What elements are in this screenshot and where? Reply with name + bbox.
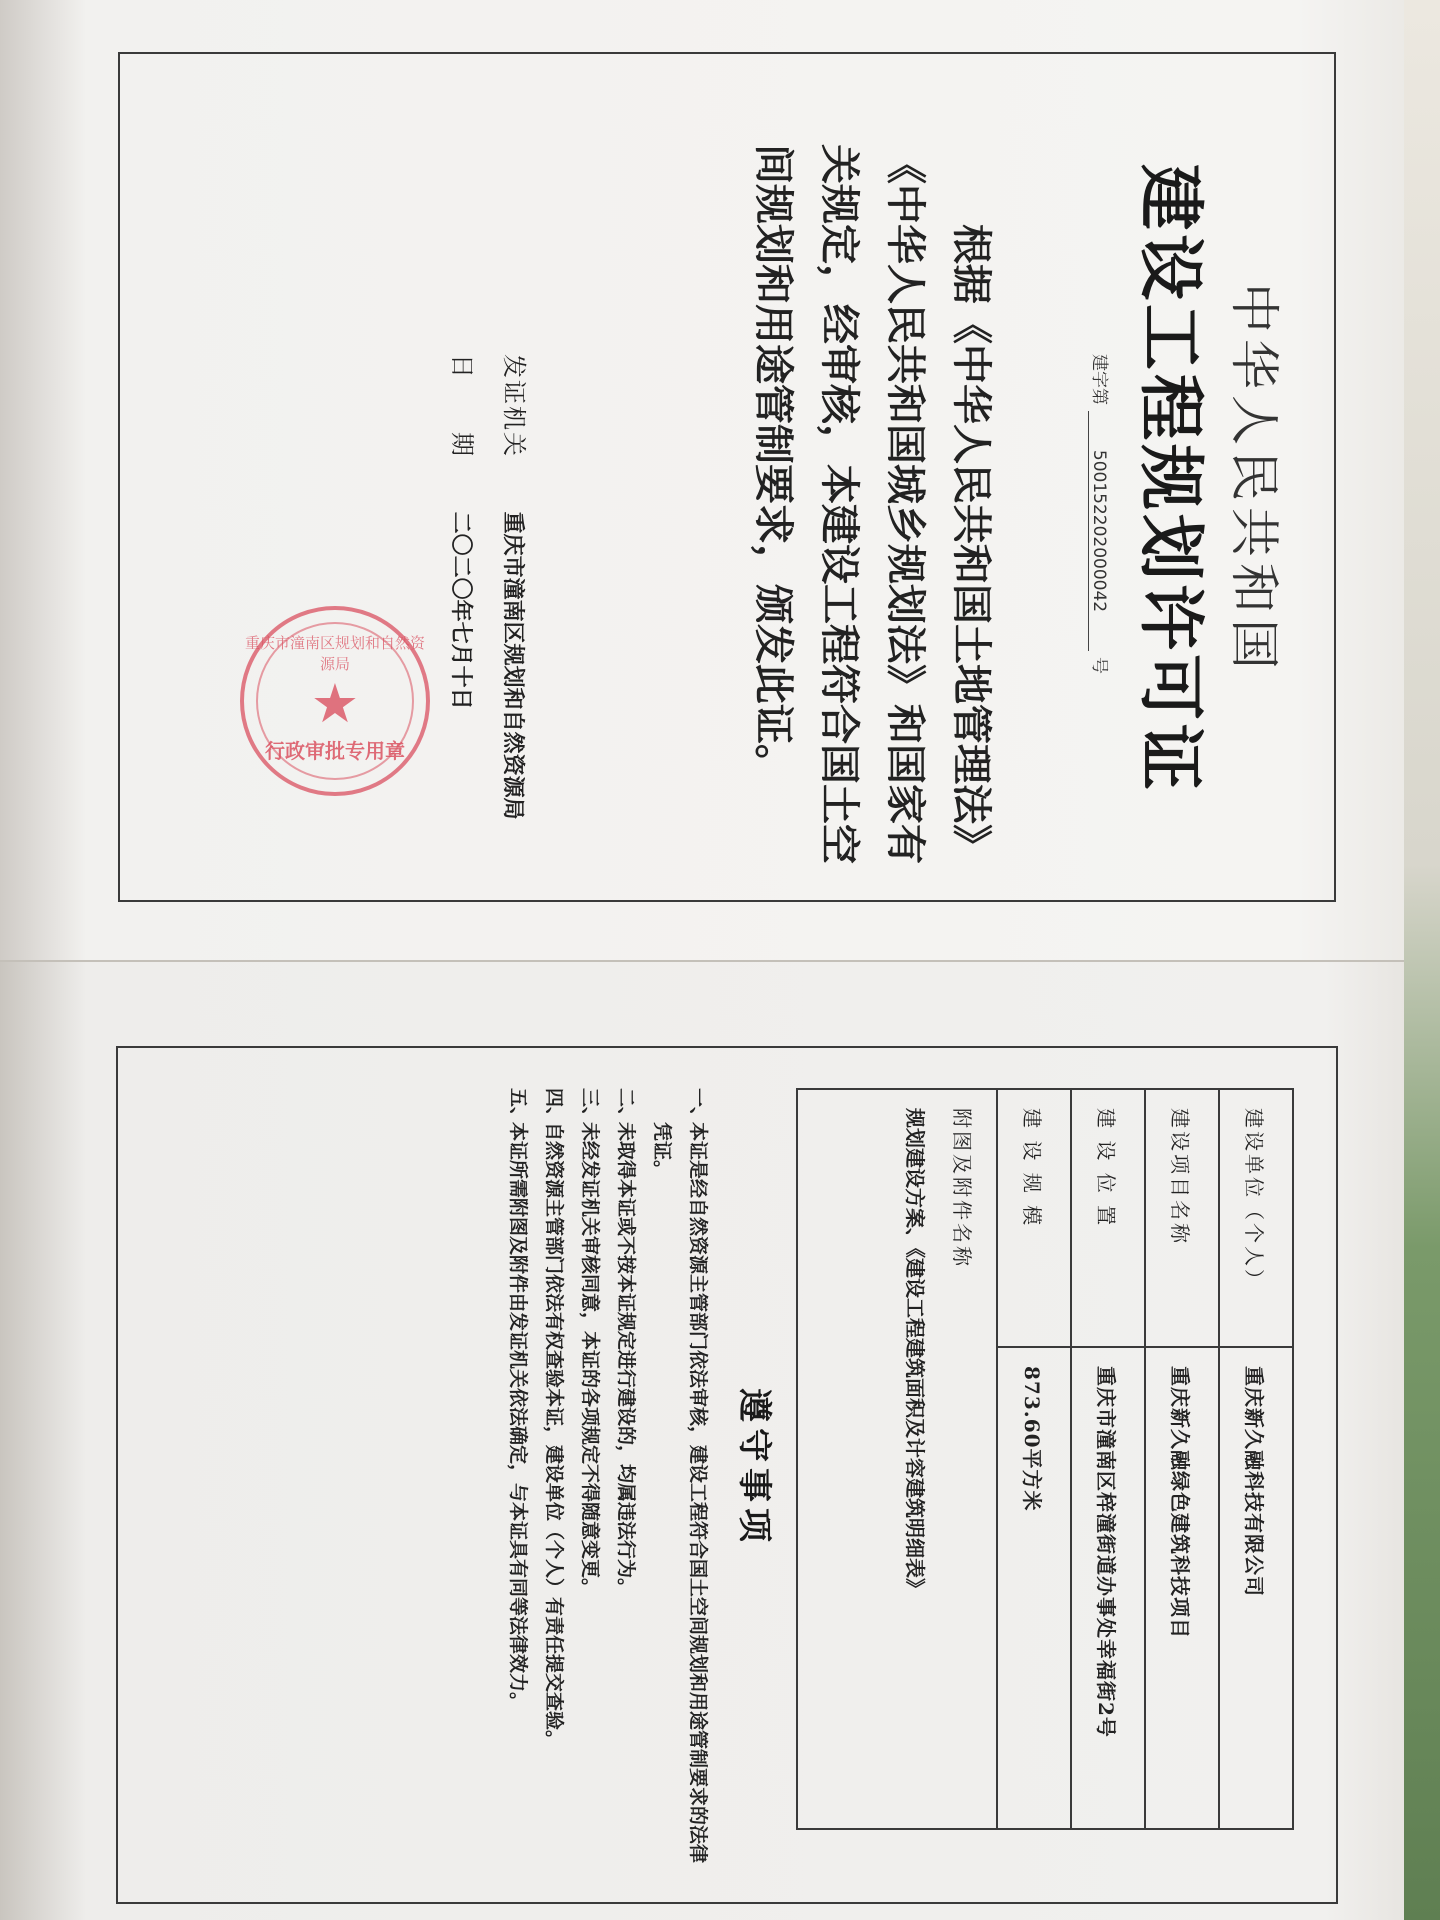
certificate-details-page: [0, 960, 1440, 1920]
number-suffix: 号: [1089, 657, 1109, 674]
issuer-value: 重庆市潼南区规划和自然资源局: [500, 511, 526, 820]
details-table: [796, 1088, 1294, 1830]
item-number: 一、: [687, 1088, 709, 1127]
seal-top-text: 重庆市潼南区规划和自然资源局: [244, 634, 425, 673]
row-value: 重庆市潼南区梓潼街道办事处幸福街2号: [1071, 1347, 1145, 1829]
table-row: [1071, 1089, 1145, 1829]
item-number: 四、: [543, 1088, 565, 1127]
row-value: 873.60平方米: [997, 1347, 1071, 1829]
date-value: 二〇二〇年七月十日: [448, 511, 474, 710]
attachment-cell: [797, 1089, 997, 1829]
row-value: 重庆新久融科技有限公司: [1219, 1347, 1293, 1829]
country-name: 中华人民共和国: [1225, 283, 1283, 675]
date-row: [447, 354, 482, 710]
attachment-label: 附图及附件名称: [950, 1108, 974, 1269]
item-number: 五、: [507, 1088, 529, 1127]
row-label: 建设单位（个人）: [1219, 1089, 1293, 1347]
item-text: 自然资源主管部门依法有权查验本证，建设单位（个人）有责任提交查验。: [543, 1122, 565, 1750]
item-text: 未经发证机关审核同意，本证的各项规定不得随意变更。: [579, 1122, 601, 1598]
seal-text: 行政审批专用章: [265, 739, 405, 763]
official-seal: [240, 606, 430, 796]
item-number: 二、: [615, 1088, 637, 1127]
list-item: [572, 1088, 608, 1868]
notes-title: 遵守事项: [734, 1388, 774, 1548]
row-label: 建 设 位 置: [1071, 1089, 1145, 1347]
row-label: 建设项目名称: [1145, 1089, 1219, 1347]
permit-body-text: 根据《中华人民共和国土地管理法》《中华人民共和国城乡规划法》和国家有关规定，经审核，本建设工程符合国土空间规划和用途管制要求，颁发此证。: [750, 144, 995, 864]
number-prefix: 建字第: [1089, 354, 1109, 405]
issuer-row: [499, 354, 534, 820]
date-label: 日 期: [448, 354, 476, 458]
list-item: [608, 1088, 644, 1868]
row-label: 建 设 规 模: [997, 1089, 1071, 1347]
table-row: [1145, 1089, 1219, 1829]
table-row: [997, 1089, 1071, 1829]
attachment-value: 规划建设方案、《建设工程建筑面积及计容建筑明细表》: [903, 1108, 927, 1598]
list-item: [536, 1088, 572, 1868]
notes-list: [500, 1088, 716, 1868]
details-page-border: [116, 1046, 1338, 1904]
list-item: [500, 1088, 536, 1868]
seal-star-icon: ★: [310, 672, 360, 735]
attachment-row: [797, 1089, 997, 1829]
permit-number: 500152202000042: [1088, 411, 1109, 651]
item-text: 本证是经自然资源主管部门依法审核，建设工程符合国土空间规划和用途管制要求的法律凭证。: [651, 1122, 709, 1864]
issuer-label: 发证机关: [500, 354, 528, 458]
item-text: 未取得本证或不按本证规定进行建设的，均属违法行为。: [615, 1122, 637, 1598]
item-text: 本证所需附图及附件由发证机关依法确定，与本证具有同等法律效力。: [507, 1122, 529, 1712]
row-value: 重庆新久融绿色建筑科技项目: [1145, 1347, 1219, 1829]
list-item: [644, 1088, 716, 1868]
background-edge: [1404, 0, 1440, 1920]
details-page-content: [114, 1048, 1336, 1906]
item-number: 三、: [579, 1088, 601, 1127]
permit-number-line: [1088, 354, 1114, 674]
permit-title: 建设工程规划许可证: [1132, 164, 1210, 794]
table-row: [1219, 1089, 1293, 1829]
